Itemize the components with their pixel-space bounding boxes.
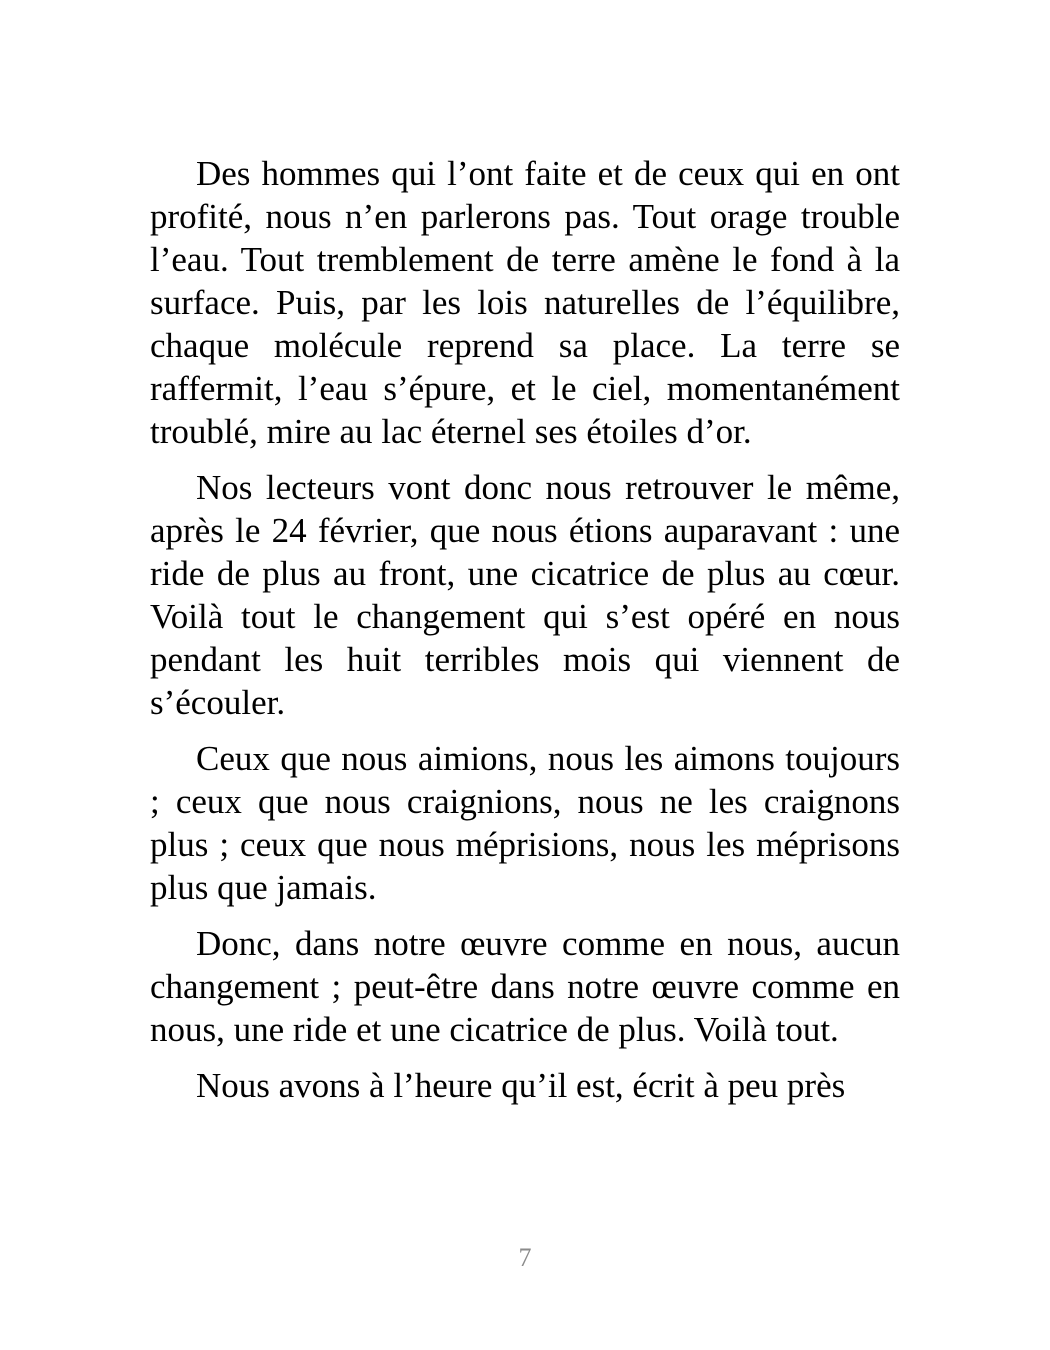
paragraph-3: Ceux que nous aimions, nous les aimons toujours ; ceux que nous craignions, nous ne les craignons plus ; ceux que nous méprisions, nous les méprisons plus que jamais. [150,739,900,907]
paragraph-1: Des hommes qui l’ont faite et de ceux qui en ont profité, nous n’en parlerons pas. Tout orage trouble l’eau. Tout tremblement de terre amène le fond à la surface. Puis, par les lois naturelles de l’équilibre, chaque molécule reprend sa place. La terre se raffermit, l’eau s’épure, et le ciel, momentanément troublé, mire au lac éternel ses étoiles d’or. [150,154,900,451]
paragraph-2: Nos lecteurs vont donc nous retrouver le même, après le 24 février, que nous étions auparavant : une ride de plus au front, une cicatrice de plus au cœur. Voilà tout le changement qui s’est opéré en nous pendant les huit terribles mois qui viennent de s’écouler. [150,468,900,722]
paragraph-5: Nous avons à l’heure qu’il est, écrit à peu près [196,1066,846,1105]
paragraph-4: Donc, dans notre œuvre comme en nous, aucun changement ; peut-être dans notre œuvre comme en nous, une ride et une cicatrice de plus. Voilà tout. [150,924,900,1049]
page-body [150,152,900,1120]
page-number: 7 [518,1243,532,1272]
